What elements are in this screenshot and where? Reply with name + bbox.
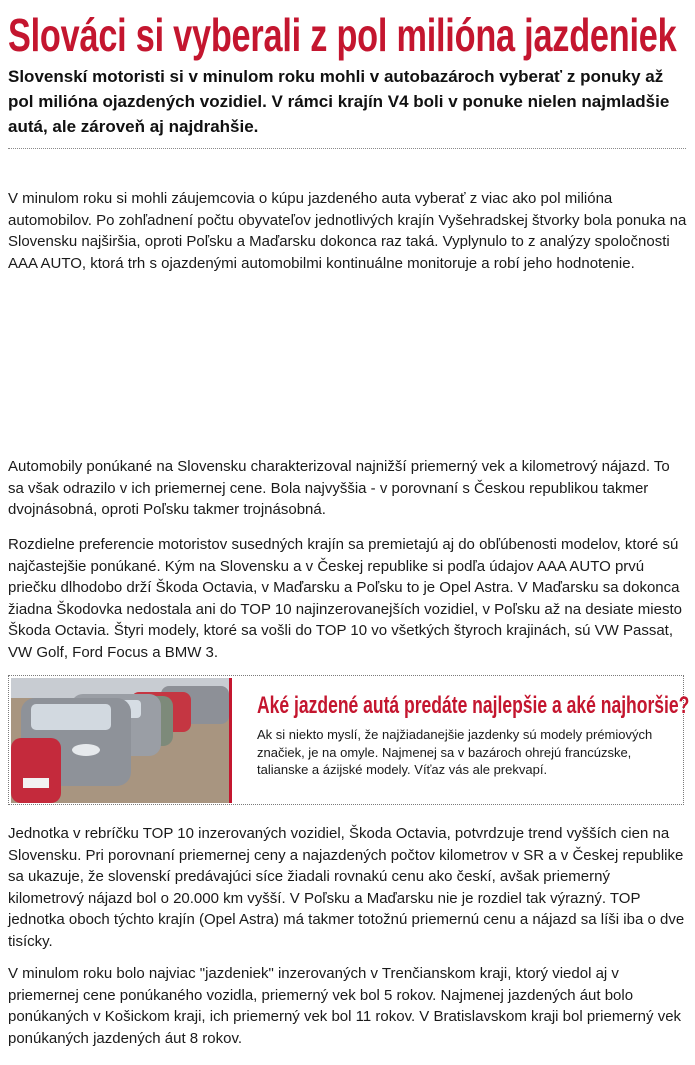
related-article-summary: Ak si niekto myslí, že najžiadanejšie jazdenky sú modely prémiových značiek, je na omyle. Najmenej sa v bazároch ohrejú francúzske, talianske a ázijské modely. Víťaz vás ale prekvapí.	[257, 727, 653, 777]
headlight	[72, 744, 100, 756]
article-paragraph: V minulom roku bolo najviac "jazdeniek" inzerovaných v Trenčianskom kraji, ktorý viedol aj v priemernej cene ponúkaného vozidla, priemerný vek bol 5 rokov. Najmenej jazdených áut bolo ponúkaných v Košickom kraji, ich priemerný vek bol 11 rokov. V Bratislavskom kraji bol priemerný vek ponúkaných jazdených áut 8 rokov.	[8, 965, 682, 1047]
article-paragraph: Rozdielne preferencie motoristov susedných krajín sa premietajú aj do obľúbenosti modelov, ktoré sú najčastejšie ponúkané. Kým na Slovensku a v Českej republike si podľa údajov AAA AUTO prvú priečku dlhodobo drží Škoda Octavia, v Maďarsku a Poľsku to je Opel Astra. V Maďarsku sa dokonca žiadna Škodovka nedostala ani do TOP 10 najinzerovanejších vozidiel, v Poľsku až na desiate miesto Škoda Octavia. Štyri modely, ktoré sa vošli do TOP 10 vo všetkých štyroch krajinách, sú VW Passat, VW Golf, Ford Focus a BMW 3.	[8, 536, 682, 661]
related-article-headline[interactable]: Aké jazdené autá predáte najlepšie a aké najhoršie?	[257, 692, 690, 719]
license-plate	[23, 778, 49, 788]
article-title: Slováci si vyberali z pol milióna jazdeniek	[8, 9, 677, 61]
article-paragraph: Automobily ponúkané na Slovensku charakterizoval najnižší priemerný vek a kilometrový nájazd. To sa však odrazilo v ich priemernej cene. Bola najvyššia - v porovnaní s Českou republikou takmer dvojnásobná, oproti Poľsku takmer trojnásobná.	[8, 458, 670, 519]
windshield	[31, 704, 111, 730]
parked-cars-image	[11, 678, 229, 803]
article-paragraph: Jednotka v rebríčku TOP 10 inzerovaných vozidiel, Škoda Octavia, potvrdzuje trend vyšších cien na Slovensku. Pri porovnaní priemernej ceny a najazdených počtov kilometrov v SR a v Českej republike sa ukazuje, že slovenskí predávajúci síce žiadali rovnakú cenu ako českí, avšak priemerný kilometrový nájazd bol o 20.000 km vyšší. V Poľsku a Maďarsku nie je rozdiel tak výrazný. TOP jednotka oboch týchto krajín (Opel Astra) má takmer totožnú priemernú cenu a nájazd sa líši iba o dve tisícky.	[8, 825, 685, 950]
perex-separator	[8, 148, 686, 149]
car-red-front	[11, 738, 61, 803]
related-article-box[interactable]	[8, 675, 690, 805]
article-paragraph: V minulom roku si mohli záujemcovia o kúpu jazdeného auta vyberať z viac ako pol milióna automobilov. Po zohľadnení počtu obyvateľov jednotlivých krajín Vyšehradskej štvorky bola ponuka na Slovensku najširšia, oproti Poľsku a Maďarsku dokonca raz taká. Vyplynulo to z analýzy spoločnosti AAA AUTO, ktorá trh s ojazdenými automobilmi kontinuálne monitoruje a robí jeho hodnotenie.	[8, 190, 687, 272]
article-perex: Slovenskí motoristi si v minulom roku mohli v autobazároch vyberať z ponuky až pol milióna ojazdených vozidiel. V rámci krajín V4 boli v ponuke nielen najmladšie autá, ale zároveň aj najdrahšie.	[8, 67, 670, 136]
related-article-image[interactable]	[11, 678, 232, 803]
